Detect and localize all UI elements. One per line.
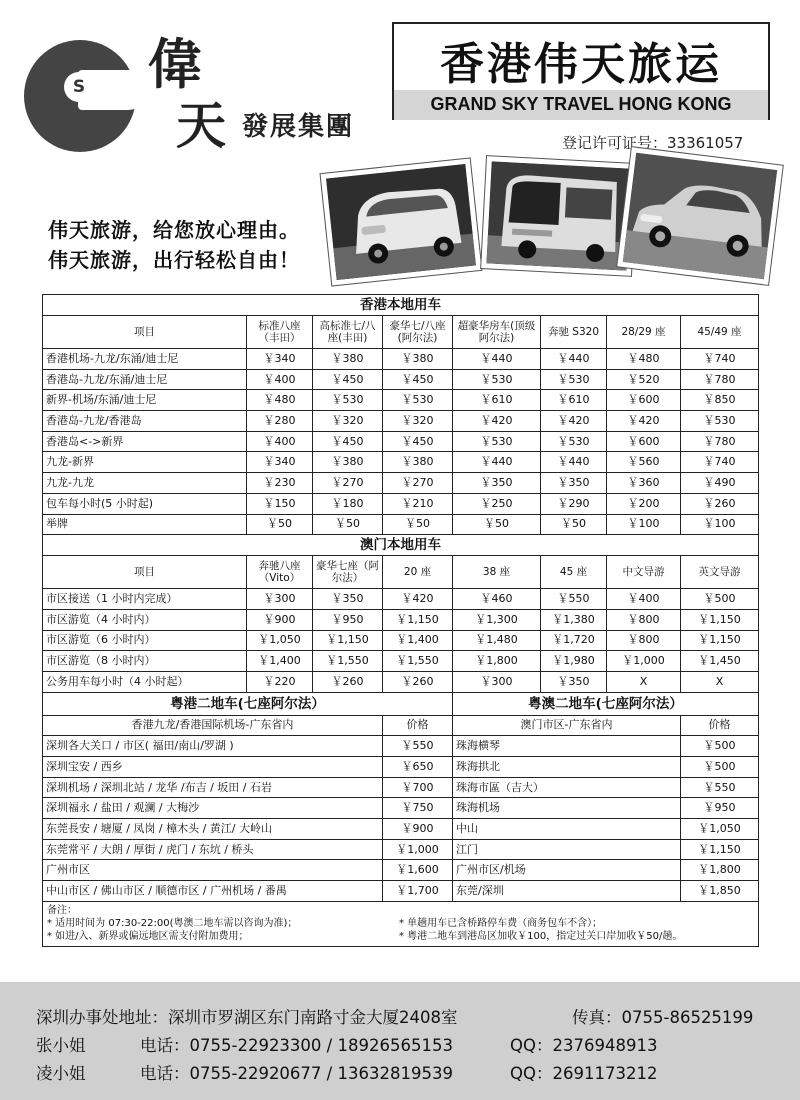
macau-row-price: ￥500 <box>681 589 759 610</box>
macau-row-price: ￥460 <box>453 589 541 610</box>
macau-cross-route: 江门 <box>453 839 681 860</box>
cross-row <box>43 757 759 778</box>
license-number: 登记许可证号：33361057 <box>562 134 744 152</box>
hk-row-price: ￥260 <box>681 493 759 514</box>
macau-row-price: ￥550 <box>541 589 607 610</box>
sedan-photo <box>617 147 782 285</box>
hk-row-price: ￥560 <box>607 452 681 473</box>
notes-label: 备注： <box>47 904 77 916</box>
hk-cross-route: 深圳各大关口 / 市区( 福田/南山/罗湖 ) <box>43 736 383 757</box>
cross-header-row <box>43 715 759 736</box>
macau-header-cell: 豪华七座（阿尔法） <box>313 556 383 589</box>
macau-cross-route: 东莞/深圳 <box>453 881 681 902</box>
hk-row-price: ￥530 <box>453 369 541 390</box>
hk-row-price: ￥340 <box>247 349 313 370</box>
notes-line-1 <box>47 917 754 930</box>
macau-row-price: ￥300 <box>453 671 541 692</box>
note-3: * 如进/入、新界或偏远地区需支付附加费用； <box>47 930 249 942</box>
contact-1-name: 张小姐 <box>36 1036 86 1055</box>
hk-cross-price: ￥1,000 <box>383 839 453 860</box>
hk-row-price: ￥50 <box>247 514 313 535</box>
hk-header-cell: 标准八座（丰田） <box>247 316 313 349</box>
hk-row-price: ￥440 <box>541 349 607 370</box>
macau-row-label: 公务用车每小时（4 小时起） <box>43 671 247 692</box>
macau-cross-price: ￥1,050 <box>681 819 759 840</box>
hk-row-price: ￥450 <box>383 431 453 452</box>
hk-row-price: ￥50 <box>453 514 541 535</box>
hk-cross-price: ￥650 <box>383 757 453 778</box>
macau-row-price: ￥900 <box>247 609 313 630</box>
bus-photo <box>481 156 637 276</box>
hk-row-price: ￥440 <box>541 452 607 473</box>
hk-row-price: ￥780 <box>681 369 759 390</box>
cross-section-row <box>43 692 759 715</box>
hk-section-title: 香港本地用车 <box>43 295 759 316</box>
hk-cross-route: 东莞長安 / 塘厦 / 凤岗 / 樟木头 / 黄江/ 大岭山 <box>43 819 383 840</box>
macau-cross-price: ￥500 <box>681 757 759 778</box>
macau-row-price: ￥1,550 <box>383 651 453 672</box>
note-1: * 适用时间为 07:30-22:00(粤澳二地车需以咨询为准)； <box>47 917 298 929</box>
macau-row-price: ￥950 <box>313 609 383 630</box>
hk-row <box>43 452 759 473</box>
slogan-2: 伟天旅游，出行轻松自由！ <box>48 248 300 272</box>
hk-row-price: ￥530 <box>453 431 541 452</box>
hk-row <box>43 473 759 494</box>
macau-row-price: ￥260 <box>383 671 453 692</box>
hk-cross-price: ￥700 <box>383 777 453 798</box>
hk-row <box>43 390 759 411</box>
hk-row-price: ￥420 <box>607 411 681 432</box>
hk-row-price: ￥180 <box>313 493 383 514</box>
contact-1-phone: 电话：0755-22923300 / 18926565153 <box>140 1036 453 1055</box>
hk-cross-price-header: 价格 <box>383 715 453 736</box>
macau-cross-price: ￥1,800 <box>681 860 759 881</box>
company-title-en: GRAND SKY TRAVEL HONG KONG <box>430 94 732 114</box>
macau-header-cell: 20 座 <box>383 556 453 589</box>
hk-header-row <box>43 316 759 349</box>
cross-row <box>43 881 759 902</box>
macau-header-cell: 奔驰八座（Vito） <box>247 556 313 589</box>
macau-row-price: ￥420 <box>383 589 453 610</box>
macau-header-cell: 项目 <box>43 556 247 589</box>
hk-row <box>43 431 759 452</box>
hk-row-price: ￥360 <box>607 473 681 494</box>
hk-row-price: ￥380 <box>313 452 383 473</box>
hk-row-price: ￥600 <box>607 431 681 452</box>
macau-row-price: ￥260 <box>313 671 383 692</box>
hk-header-cell: 超豪华房车(顶级阿尔法) <box>453 316 541 349</box>
hk-row-price: ￥480 <box>247 390 313 411</box>
hk-cross-price: ￥1,600 <box>383 860 453 881</box>
macau-row <box>43 671 759 692</box>
hk-cross-route: 中山市区 / 佛山市区 / 顺德市区 / 广州机场 / 番禺 <box>43 881 383 902</box>
hk-cross-price: ￥1,700 <box>383 881 453 902</box>
hk-row-label: 包车每小时(5 小时起) <box>43 493 247 514</box>
macau-row-label: 市区游览（4 小时内） <box>43 609 247 630</box>
hk-row-price: ￥350 <box>541 473 607 494</box>
price-table-body <box>43 295 759 947</box>
contact-1-qq: QQ：2376948913 <box>510 1036 658 1055</box>
contact-line-2 <box>36 1060 658 1084</box>
macau-header-row <box>43 556 759 589</box>
hk-row-price: ￥100 <box>607 514 681 535</box>
hk-header-cell: 豪华七/八座(阿尔法) <box>383 316 453 349</box>
cross-row <box>43 777 759 798</box>
notes-cell <box>43 901 759 946</box>
hk-cross-route: 深圳宝安 / 西乡 <box>43 757 383 778</box>
hk-row-label: 香港岛-九龙/香港岛 <box>43 411 247 432</box>
hk-row-price: ￥480 <box>607 349 681 370</box>
macau-row <box>43 630 759 651</box>
macau-cross-price: ￥1,150 <box>681 839 759 860</box>
hk-row-price: ￥270 <box>313 473 383 494</box>
macau-row-price: ￥800 <box>607 630 681 651</box>
hk-row-price: ￥530 <box>541 431 607 452</box>
hk-cross-route: 深圳福永 / 盐田 / 观澜 / 大梅沙 <box>43 798 383 819</box>
macau-row-price: ￥800 <box>607 609 681 630</box>
macau-row-price: ￥1,150 <box>383 609 453 630</box>
macau-row-price: ￥1,000 <box>607 651 681 672</box>
macau-header-cell: 38 座 <box>453 556 541 589</box>
macau-cross-price: ￥950 <box>681 798 759 819</box>
macau-cross-route: 珠海拱北 <box>453 757 681 778</box>
macau-row <box>43 589 759 610</box>
hk-row <box>43 369 759 390</box>
bus-illustration <box>486 161 631 270</box>
cross-row <box>43 839 759 860</box>
hk-row-price: ￥150 <box>247 493 313 514</box>
hk-row <box>43 514 759 535</box>
macau-row-price: ￥1,380 <box>541 609 607 630</box>
hk-row-price: ￥420 <box>453 411 541 432</box>
macau-cross-route: 珠海横琴 <box>453 736 681 757</box>
hk-row-label: 九龙-九龙 <box>43 473 247 494</box>
hk-header-cell: 28/29 座 <box>607 316 681 349</box>
hk-cross-title: 粤港二地车(七座阿尔法） <box>43 692 453 715</box>
macau-header-cell: 45 座 <box>541 556 607 589</box>
hk-row-price: ￥780 <box>681 431 759 452</box>
hk-row-price: ￥530 <box>313 390 383 411</box>
hk-row-price: ￥530 <box>383 390 453 411</box>
macau-cross-route: 中山 <box>453 819 681 840</box>
macau-row <box>43 651 759 672</box>
hk-row-price: ￥600 <box>607 390 681 411</box>
hk-row-price: ￥210 <box>383 493 453 514</box>
hk-cross-price: ￥750 <box>383 798 453 819</box>
macau-row <box>43 609 759 630</box>
macau-row-price: ￥400 <box>607 589 681 610</box>
fax-number: 传真：0755-86525199 <box>572 1008 754 1027</box>
hk-row-price: ￥400 <box>247 369 313 390</box>
hk-row-label: 香港岛-九龙/东涌/迪士尼 <box>43 369 247 390</box>
hk-row-price: ￥530 <box>681 411 759 432</box>
hk-row-price: ￥490 <box>681 473 759 494</box>
macau-row-price: ￥1,980 <box>541 651 607 672</box>
hk-row-label: 香港岛<->新界 <box>43 431 247 452</box>
hk-row-price: ￥320 <box>383 411 453 432</box>
hk-row-price: ￥610 <box>541 390 607 411</box>
macau-row-price: ￥1,050 <box>247 630 313 651</box>
logo-group-name: 發展集團 <box>242 112 355 142</box>
cross-row <box>43 736 759 757</box>
logo-char-wei: 偉 <box>148 32 202 96</box>
contact-2-phone: 电话：0755-22920677 / 13632819539 <box>140 1064 453 1083</box>
hk-row-price: ￥50 <box>541 514 607 535</box>
hk-row-price: ￥380 <box>313 349 383 370</box>
macau-header-cell: 英文导游 <box>681 556 759 589</box>
hk-row <box>43 411 759 432</box>
macau-row-price: ￥350 <box>313 589 383 610</box>
contact-line-1 <box>36 1032 658 1056</box>
slogan-1: 伟天旅游，给您放心理由。 <box>48 218 300 242</box>
macau-cross-route: 珠海市區（吉大） <box>453 777 681 798</box>
macau-row-price: ￥1,150 <box>681 609 759 630</box>
note-4: * 粤港二地车到港岛区加收￥100，指定过关口岸加收￥50/趟。 <box>399 930 683 942</box>
macau-row-price: ￥350 <box>541 671 607 692</box>
macau-row-price: ￥1,400 <box>247 651 313 672</box>
hk-row-price: ￥280 <box>247 411 313 432</box>
header <box>0 0 800 290</box>
macau-cross-route: 广州市区/机场 <box>453 860 681 881</box>
hk-row-price: ￥270 <box>383 473 453 494</box>
hk-row <box>43 349 759 370</box>
hk-header-cell: 奔驰 S320 <box>541 316 607 349</box>
hk-header-cell: 高标准七/八座(丰田) <box>313 316 383 349</box>
cross-row <box>43 860 759 881</box>
macau-row-price: ￥300 <box>247 589 313 610</box>
macau-row-price: X <box>681 671 759 692</box>
hk-section-row <box>43 295 759 316</box>
macau-cross-title: 粤澳二地车(七座阿尔法） <box>453 692 759 715</box>
hk-cross-price: ￥900 <box>383 819 453 840</box>
macau-section-row <box>43 535 759 556</box>
contact-2-name: 凌小姐 <box>36 1064 86 1083</box>
hk-row-price: ￥420 <box>541 411 607 432</box>
hk-row-label: 新界-机场/东涌/迪士尼 <box>43 390 247 411</box>
macau-row-price: ￥1,300 <box>453 609 541 630</box>
hk-row-price: ￥450 <box>383 369 453 390</box>
macau-row-price: ￥1,150 <box>313 630 383 651</box>
hk-cross-route: 广州市区 <box>43 860 383 881</box>
macau-cross-price: ￥1,850 <box>681 881 759 902</box>
logo-letter: S <box>64 72 94 102</box>
hk-row-price: ￥740 <box>681 452 759 473</box>
hk-row-price: ￥530 <box>541 369 607 390</box>
macau-row-label: 市区游览（6 小时内） <box>43 630 247 651</box>
macau-row-price: ￥1,800 <box>453 651 541 672</box>
hk-row-price: ￥230 <box>247 473 313 494</box>
notes-row <box>43 901 759 946</box>
hk-cross-price: ￥550 <box>383 736 453 757</box>
hk-row-price: ￥400 <box>247 431 313 452</box>
company-title-cn: 香港伟天旅运 <box>440 39 722 90</box>
hk-row-price: ￥610 <box>453 390 541 411</box>
hk-row-label: 九龙-新界 <box>43 452 247 473</box>
hk-row-price: ￥520 <box>607 369 681 390</box>
hk-header-cell: 项目 <box>43 316 247 349</box>
office-address: 深圳办事处地址：深圳市罗湖区东门南路寸金大厦2408室 <box>36 1008 458 1027</box>
hk-cross-route: 深圳机场 / 深圳北站 / 龙华 /布吉 / 坂田 / 石岩 <box>43 777 383 798</box>
macau-row-price: ￥1,150 <box>681 630 759 651</box>
macau-row-price: ￥1,550 <box>313 651 383 672</box>
contact-2-qq: QQ：2691173212 <box>510 1064 658 1083</box>
hk-row-price: ￥200 <box>607 493 681 514</box>
sedan-illustration <box>623 153 777 279</box>
hk-row-price: ￥440 <box>453 452 541 473</box>
address-line <box>36 1004 754 1028</box>
hk-row-price: ￥440 <box>453 349 541 370</box>
hk-row-price: ￥50 <box>313 514 383 535</box>
hk-cross-route-header: 香港九龙/香港国际机场-广东省内 <box>43 715 383 736</box>
macau-row-price: ￥1,450 <box>681 651 759 672</box>
hk-row-price: ￥380 <box>383 452 453 473</box>
macau-row-price: ￥1,720 <box>541 630 607 651</box>
macau-cross-price-header: 价格 <box>681 715 759 736</box>
hk-header-cell: 45/49 座 <box>681 316 759 349</box>
cross-row <box>43 798 759 819</box>
macau-header-cell: 中文导游 <box>607 556 681 589</box>
hk-row-price: ￥350 <box>453 473 541 494</box>
hk-row-price: ￥740 <box>681 349 759 370</box>
hk-row-price: ￥380 <box>383 349 453 370</box>
notes-line-2 <box>47 930 754 943</box>
hk-row-price: ￥290 <box>541 493 607 514</box>
hk-row-label: 香港机场-九龙/东涌/迪士尼 <box>43 349 247 370</box>
van-photo <box>321 158 482 285</box>
macau-row-price: ￥1,400 <box>383 630 453 651</box>
hk-row-price: ￥320 <box>313 411 383 432</box>
macau-cross-route: 珠海机场 <box>453 798 681 819</box>
hk-row <box>43 493 759 514</box>
contact-footer <box>0 982 800 1100</box>
macau-row-price: X <box>607 671 681 692</box>
hk-row-price: ￥450 <box>313 369 383 390</box>
macau-section-title: 澳门本地用车 <box>43 535 759 556</box>
cross-row <box>43 819 759 840</box>
price-table <box>42 294 759 947</box>
hk-row-price: ￥100 <box>681 514 759 535</box>
title-box <box>392 22 770 120</box>
hk-row-price: ￥850 <box>681 390 759 411</box>
macau-row-price: ￥220 <box>247 671 313 692</box>
hk-row-label: 举牌 <box>43 514 247 535</box>
logo-char-tian: 天 <box>176 96 226 155</box>
van-illustration <box>326 164 476 280</box>
note-2: * 单趟用车已含桥路停车费（商务包车不含）； <box>399 917 603 929</box>
macau-row-label: 市区游览（8 小时内） <box>43 651 247 672</box>
hk-row-price: ￥450 <box>313 431 383 452</box>
hk-cross-route: 东莞常平 / 大朗 / 厚街 / 虎门 / 东坑 / 桥头 <box>43 839 383 860</box>
macau-row-label: 市区接送（1 小时内完成） <box>43 589 247 610</box>
macau-cross-price: ￥500 <box>681 736 759 757</box>
hk-row-price: ￥50 <box>383 514 453 535</box>
macau-cross-route-header: 澳门市区-广东省内 <box>453 715 681 736</box>
macau-row-price: ￥1,480 <box>453 630 541 651</box>
hk-row-price: ￥340 <box>247 452 313 473</box>
hk-row-price: ￥250 <box>453 493 541 514</box>
macau-cross-price: ￥550 <box>681 777 759 798</box>
